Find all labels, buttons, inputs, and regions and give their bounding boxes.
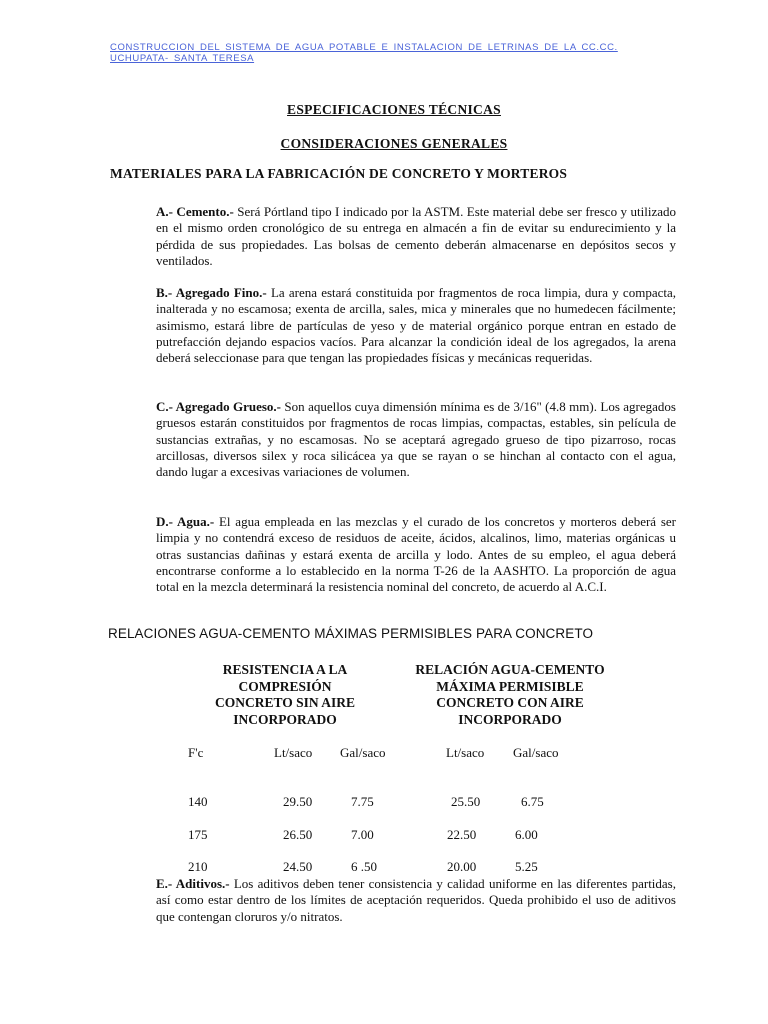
table-cell: 22.50: [447, 827, 477, 842]
paragraph-text: Los aditivos deben tener consistencia y calidad uniforme en las diferentes partidas, así como estar dentro de los límites de aceptación requeridos. Queda prohibido el uso de aditivos que contengan cloruros y/o nitratos.: [156, 876, 676, 924]
project-header-link[interactable]: CONSTRUCCION DEL SISTEMA DE AGUA POTABLE E INSTALACION DE LETRINAS DE LA CC.CC. UCHUPATA- SANTA TERESA: [110, 42, 618, 64]
paragraph-text: Son aquellos cuya dimensión mínima es de 3/16" (4.8 mm). Los agregados gruesos estarán constituidos por fragmentos de rocas limpias, compactas, estables, sin película de sustancias extrañas, y no escamosas. No se aceptará agregado grueso de tipo pizarroso, rocas arcillosas, diversos silex y roca silicácea ya que se rayan o se hinchan al contacto con el agua, dando lugar a excesivas variaciones de volumen.: [156, 399, 676, 480]
table-cell: 26.50: [283, 827, 313, 842]
table-cell: 25.50: [451, 794, 481, 809]
group-header-line: RESISTENCIA A LA: [222, 662, 348, 677]
paragraph-label: B.- Agregado Fino.-: [156, 285, 267, 300]
paragraph-agua: [156, 514, 676, 595]
group-header-line: INCORPORADO: [458, 711, 562, 727]
table-cell: 6.75: [521, 794, 544, 809]
relaciones-heading: RELACIONES AGUA-CEMENTO MÁXIMAS PERMISIBLES PARA CONCRETO: [108, 626, 594, 641]
table-cell: 29.50: [283, 794, 313, 809]
table-cell: 210: [188, 859, 208, 874]
column-header: F'c: [188, 745, 204, 760]
group-header-line: CONCRETO SIN AIRE: [214, 695, 356, 710]
group-header-line: INCORPORADO: [233, 711, 337, 727]
table-cell: 7.00: [351, 827, 374, 842]
paragraph-label: A.- Cemento.-: [156, 204, 234, 219]
table-group-header-right: [375, 662, 645, 728]
table-cell: 6 .50: [351, 859, 377, 874]
group-header-line: CONCRETO CON AIRE: [436, 695, 584, 710]
table-cell: 140: [188, 794, 208, 809]
column-header: Lt/saco: [274, 745, 313, 760]
paragraph-agregado-grueso: [156, 399, 676, 480]
paragraph-text: La arena estará constituida por fragmentos de roca limpia, dura y compacta, inalterada y no escamosa; exenta de arcilla, sales, mica y minerales que no humedecen fácilmente; asimismo, estará libre de partículas de yeso y de material orgánico porque entran en estado de putrefacción dejando espacios vacíos. Para alcanzar la condición ideal de los agregados, la arena deberá seleccionase para que tengan las propiedades físicas y mecánicas requeridas.: [156, 285, 676, 366]
paragraph-text: Será Pórtland tipo I indicado por la ASTM. Este material debe ser fresco y utilizado en el mismo orden cronológico de su entrega en almacén a fin de evitar su endurecimiento y la pérdida de sus propiedades. Las bolsas de cemento deberán almacenarse en depósitos secos y ventilados.: [156, 204, 676, 268]
paragraph-label: E.- Aditivos.-: [156, 876, 230, 891]
document-subtitle: CONSIDERACIONES GENERALES: [280, 136, 508, 151]
paragraph-agregado-fino: [156, 285, 676, 366]
table-cell: 24.50: [283, 859, 313, 874]
paragraph-cemento: [156, 204, 676, 269]
paragraph-label: C.- Agregado Grueso.-: [156, 399, 282, 414]
column-header: Gal/saco: [340, 745, 386, 760]
column-header: Gal/saco: [513, 745, 559, 760]
table-cell: 5.25: [515, 859, 538, 874]
group-header-line: RELACIÓN AGUA-CEMENTO: [415, 662, 605, 677]
table-cell: 20.00: [447, 859, 477, 874]
table-cell: 175: [188, 827, 208, 842]
group-header-line: MÁXIMA PERMISIBLE: [436, 678, 584, 694]
table-cell: 7.75: [351, 794, 374, 809]
column-header: Lt/saco: [446, 745, 485, 760]
table-cell: 6.00: [515, 827, 538, 842]
paragraph-aditivos: [156, 876, 676, 925]
paragraph-text: El agua empleada en las mezclas y el curado de los concretos y morteros deberá ser limpia y no contendrá exceso de residuos de aceite, ácidos, alcalinos, limo, materias orgánicas u otras sustancias dañinas y estará exenta de arcilla y lodo. Antes de su empleo, el agua deberá encontrarse conforme a lo establecido en la norma T-26 de la AASHTO. La proporción de agua total en la mezcla determinará la resistencia nominal del concreto, de acuerdo al A.C.I.: [156, 514, 676, 595]
section-heading: MATERIALES PARA LA FABRICACIÓN DE CONCRETO Y MORTEROS: [110, 166, 568, 181]
table-group-header-left: [190, 662, 380, 728]
document-title: ESPECIFICACIONES TÉCNICAS: [287, 102, 501, 117]
paragraph-label: D.- Agua.-: [156, 514, 215, 529]
group-header-line: COMPRESIÓN: [238, 678, 332, 694]
